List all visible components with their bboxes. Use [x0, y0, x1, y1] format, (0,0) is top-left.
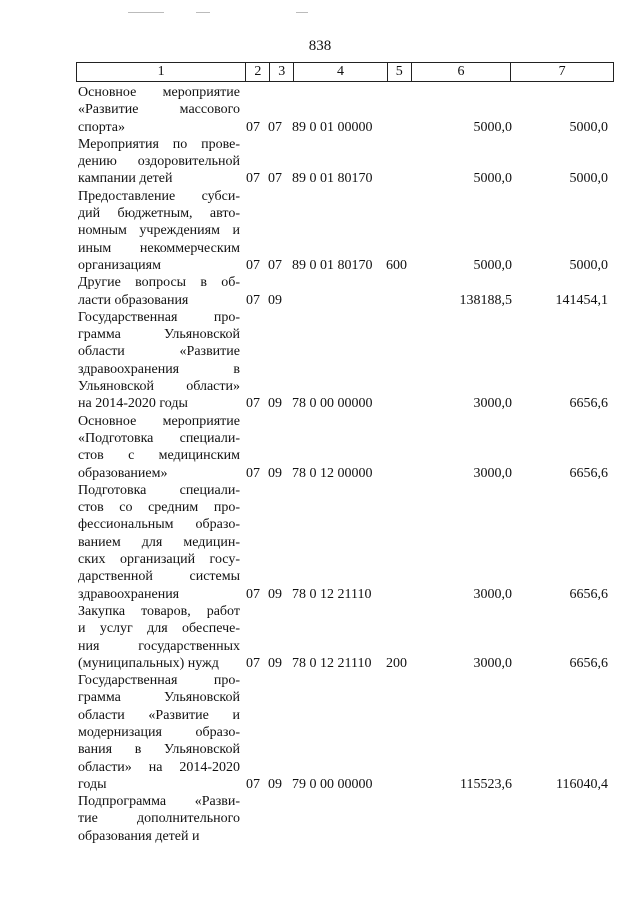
column-header: 7: [558, 64, 566, 79]
row-name-line: области» на 2014-2020: [78, 759, 240, 775]
amount-year-2: 6656,6: [569, 655, 608, 671]
table-body: [78, 84, 616, 845]
amount-year-1: 3000,0: [473, 465, 512, 481]
row-name-line: вания в Ульяновской: [78, 742, 240, 758]
row-name-line: здравоохранения в: [78, 361, 240, 377]
subsection-code: 09: [268, 396, 282, 412]
subsection-code: 07: [268, 171, 282, 187]
row-name: [78, 793, 240, 845]
row-name-line: ласти образования: [78, 292, 189, 308]
row-name-line: Основное мероприятие: [78, 85, 240, 100]
row-name-line: Государственная про-: [78, 309, 240, 325]
row-name-line: иным некоммерческим: [78, 240, 240, 256]
row-name-line: области «Развитие: [78, 344, 240, 360]
row-name-line: Подготовка специали-: [78, 482, 240, 498]
row-name-line: образованием»: [78, 465, 168, 481]
subsection-code: 09: [268, 292, 282, 308]
row-name-line: Предоставление субси-: [78, 188, 240, 204]
section-code: 07: [246, 257, 260, 273]
amount-year-1: 3000,0: [473, 586, 512, 602]
row-name-line: ванием для медицин-: [78, 534, 240, 550]
row-name: [78, 188, 240, 274]
row-name-line: (муниципальных) нужд: [78, 655, 219, 671]
table-row: [78, 793, 616, 845]
subsection-code: 09: [268, 586, 282, 602]
subsection-code: 09: [268, 776, 282, 792]
row-name: [78, 482, 240, 603]
row-name-line: и услуг для обеспече-: [78, 621, 240, 637]
table-row: [78, 413, 616, 482]
section-code: 07: [246, 292, 260, 308]
row-name-line: фессиональным образо-: [78, 517, 240, 533]
expense-type-code: 200: [386, 655, 407, 671]
row-name-line: Закупка товаров, работ: [78, 603, 240, 619]
amount-year-2: 6656,6: [569, 396, 608, 412]
row-name-line: спорта»: [78, 119, 126, 135]
column-header: 2: [246, 63, 270, 81]
row-name-line: дий бюджетным, авто-: [78, 206, 240, 222]
table-row: [78, 188, 616, 274]
section-code: 07: [246, 171, 260, 187]
target-article-code: 79 0 00 00000: [292, 776, 373, 792]
row-name-line: дарственной системы: [78, 569, 240, 585]
column-header: 4: [294, 63, 388, 81]
row-name-line: номным учреждениям и: [78, 223, 240, 239]
row-name: [78, 603, 240, 672]
row-name-line: ния государственных: [78, 638, 240, 654]
amount-year-2: 141454,1: [555, 292, 608, 308]
row-name-line: «Подготовка специали-: [78, 430, 240, 446]
expense-type-code: 600: [386, 257, 407, 273]
scan-artifact: [128, 12, 164, 13]
row-name: [78, 84, 240, 136]
amount-year-2: 5000,0: [569, 257, 608, 273]
row-name-line: Подпрограмма «Разви-: [78, 794, 240, 810]
row-name-line: образования детей и: [78, 828, 200, 844]
table-row: [78, 309, 616, 413]
row-name-line: тие дополнительного: [78, 811, 240, 827]
amount-year-1: 3000,0: [473, 655, 512, 671]
subsection-code: 09: [268, 655, 282, 671]
amount-year-2: 6656,6: [569, 586, 608, 602]
section-code: 07: [246, 465, 260, 481]
row-name-line: годы: [78, 776, 107, 792]
row-name: [78, 672, 240, 793]
row-name-line: Основное мероприятие: [78, 413, 240, 429]
amount-year-1: 5000,0: [473, 171, 512, 187]
target-article-code: 78 0 12 21110: [292, 655, 372, 671]
column-header: 3: [270, 63, 294, 81]
amount-year-2: 6656,6: [569, 465, 608, 481]
column-header: 5: [388, 63, 412, 81]
column-header: 1: [77, 63, 246, 81]
row-name-line: здравоохранения: [78, 586, 180, 602]
section-code: 07: [246, 586, 260, 602]
section-code: 07: [246, 655, 260, 671]
table-row: [78, 274, 616, 309]
section-code: 07: [246, 776, 260, 792]
row-name-line: модернизация образо-: [78, 724, 240, 740]
target-article-code: 89 0 01 80170: [292, 257, 373, 273]
amount-year-1: 5000,0: [473, 257, 512, 273]
section-code: 07: [246, 396, 260, 412]
table-row: [78, 136, 616, 188]
amount-year-1: 5000,0: [473, 119, 512, 135]
row-name-line: области «Развитие и: [78, 707, 240, 723]
row-name: [78, 274, 240, 309]
target-article-code: 89 0 01 80170: [292, 171, 373, 187]
row-name-line: Государственная про-: [78, 673, 240, 689]
subsection-code: 09: [268, 465, 282, 481]
row-name-line: на 2014-2020 годы: [78, 396, 188, 412]
amount-year-2: 116040,4: [556, 776, 608, 792]
row-name: [78, 413, 240, 482]
subsection-code: 07: [268, 119, 282, 135]
table-row: [78, 672, 616, 793]
target-article-code: 78 0 00 00000: [292, 396, 373, 412]
amount-year-1: 115523,6: [460, 776, 512, 792]
row-name-line: дению оздоровительной: [78, 154, 240, 170]
amount-year-1: 3000,0: [473, 396, 512, 412]
row-name: [78, 136, 240, 188]
row-name-line: ских организаций госу-: [78, 552, 240, 568]
scan-artifact: [196, 12, 210, 13]
amount-year-1: 138188,5: [459, 292, 512, 308]
row-name: [78, 309, 240, 413]
scan-artifact: [296, 12, 308, 13]
page-number: 838: [308, 38, 332, 54]
amount-year-2: 5000,0: [569, 119, 608, 135]
table-row: [78, 603, 616, 672]
subsection-code: 07: [268, 257, 282, 273]
row-name-line: стов с медицинским: [78, 448, 240, 464]
target-article-code: 89 0 01 00000: [292, 119, 373, 135]
row-name-line: кампании детей: [78, 171, 173, 187]
row-name-line: стов со средним про-: [78, 500, 240, 516]
row-name-line: организациям: [78, 257, 161, 273]
table-row: [78, 482, 616, 603]
section-code: 07: [246, 119, 260, 135]
target-article-code: 78 0 12 00000: [292, 465, 373, 481]
row-name-line: Мероприятия по прове-: [78, 136, 240, 152]
row-name-line: Ульяновской области»: [78, 379, 240, 395]
column-header: 6: [412, 63, 512, 81]
table-row: [78, 84, 616, 136]
row-name-line: «Развитие массового: [78, 102, 240, 118]
row-name-line: грамма Ульяновской: [78, 690, 240, 706]
target-article-code: 78 0 12 21110: [292, 586, 372, 602]
row-name-line: грамма Ульяновской: [78, 327, 240, 343]
row-name-line: Другие вопросы в об-: [78, 275, 240, 291]
table-header: [76, 62, 614, 82]
amount-year-2: 5000,0: [569, 171, 608, 187]
